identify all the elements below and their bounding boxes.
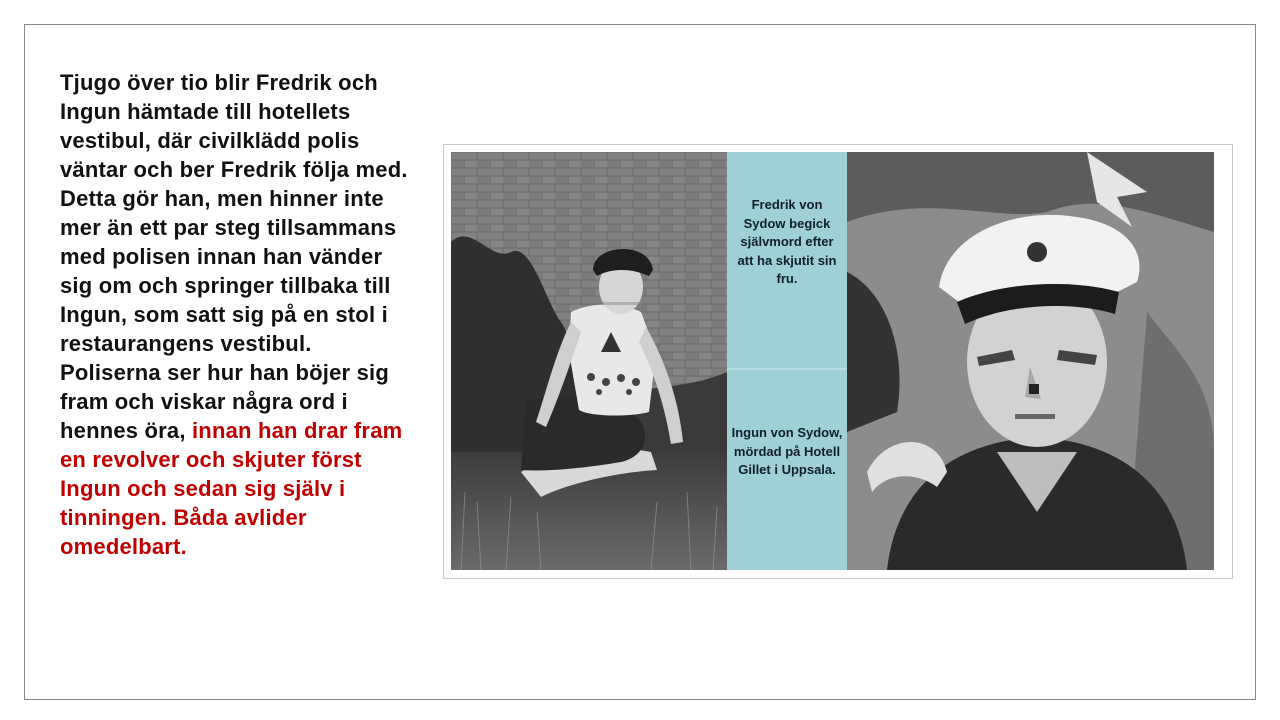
narrative-text: Tjugo över tio blir Fredrik och Ingun hämtade till hotellets vestibul, där civilklädd polis väntar och ber Fredrik följa med. Detta gör han, men hinner inte mer än ett par steg tillsammans med polisen innan han vänder sig om och springer tillbaka till Ingun, som satt sig på en stol i restaurangens vestibul. Poliserna ser hur han böjer sig fram och viskar några ord i hennes öra, bbox=[60, 70, 408, 443]
narrative-highlight-text: innan han drar fram en revolver och skjuter först Ingun och sedan sig själv i tinningen. Båda avlider omedelbart. bbox=[60, 418, 403, 559]
caption-ingun: Ingun von Sydow, mördad på Hotell Gillet i Uppsala. bbox=[731, 425, 843, 477]
caption-divider bbox=[727, 368, 847, 370]
caption-panel bbox=[727, 152, 847, 570]
slide-body-text bbox=[60, 68, 410, 561]
caption-fredrik: Fredrik von Sydow begick självmord efter att ha skjutit sin fru. bbox=[737, 197, 837, 286]
photo-ingun-von-sydow bbox=[451, 152, 727, 570]
photo-fredrik-von-sydow bbox=[847, 152, 1214, 570]
